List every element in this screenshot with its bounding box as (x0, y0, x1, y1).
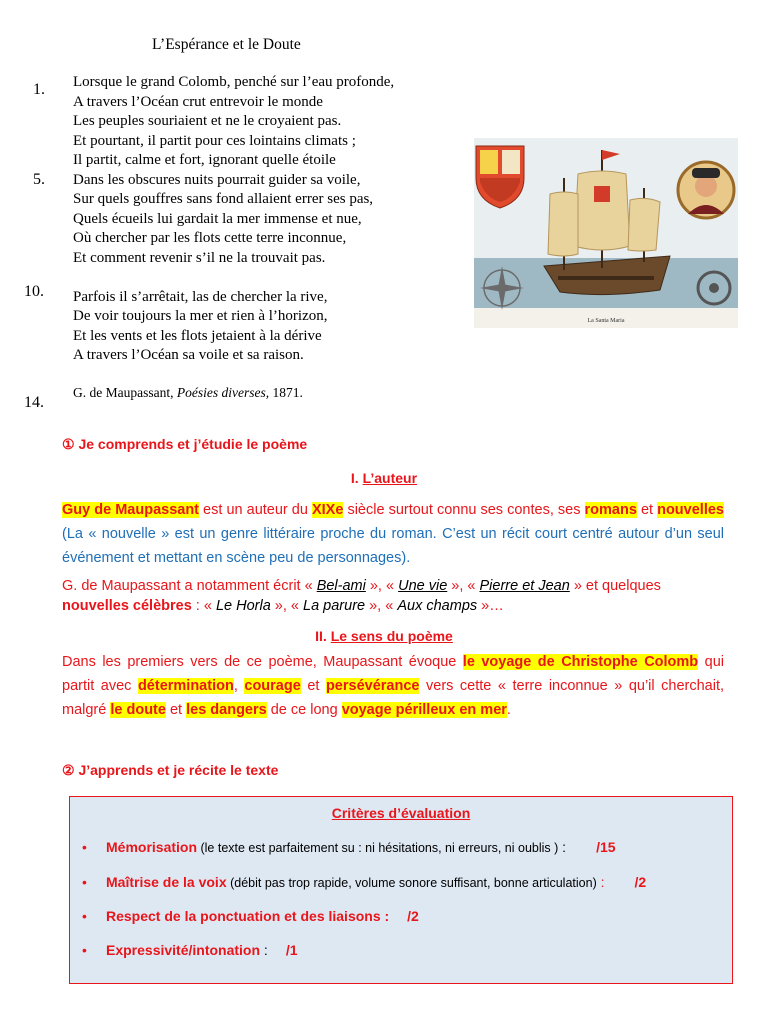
poem-line: Les peuples souriaient et ne le croyaient pas. (73, 113, 342, 129)
poem-line: Sur quels gouffres sans fond allaient errer ses pas, (73, 191, 374, 207)
image-caption: La Santa Maria (587, 318, 625, 324)
poem-line: Où chercher par les flots cette terre inconnue, (73, 230, 347, 246)
line-number-14: 14. (24, 394, 44, 411)
criterion-ponctuation: • Respect de la ponctuation et des liaisons : /2 (82, 908, 419, 924)
works-paragraph: G. de Maupassant a notamment écrit « Bel-ami », « Une vie », « Pierre et Jean » et quelques nouvelles célèbres : « Le Horla », « La parure », « Aux champs »… (62, 578, 661, 614)
criterion-expressivite: • Expressivité/intonation : /1 (82, 942, 298, 958)
poem-line: Lorsque le grand Colomb, penché sur l’eau profonde, (73, 74, 395, 90)
poem-line: Et comment revenir s’il ne la trouvait pas. (73, 250, 326, 266)
author-heading: I. L’auteur (350, 470, 418, 486)
author-paragraph: Guy de Maupassant est un auteur du XIXe siècle surtout connu ses contes, ses romans et nouvelles (La « nouvelle » est un genre littéraire proche du roman. C’est un récit court centré autour d’un seul événement et mettant en scène peu de personnages). (62, 502, 724, 566)
line-number-10: 10. (24, 283, 44, 300)
poem-line: Parfois il s’arrêtait, las de chercher la rive, (73, 289, 328, 305)
poem-line: Il partit, calme et fort, ignorant quelle étoile (73, 152, 336, 168)
sense-heading: II. Le sens du poème (315, 628, 453, 644)
poem-line: Dans les obscures nuits pourrait guider sa voile, (73, 172, 361, 188)
evaluation-criteria-box (69, 796, 733, 984)
poem-title: L’Espérance et le Doute (152, 36, 301, 53)
poem-line: Quels écueils lui gardait la mer immense et nue, (73, 211, 362, 227)
criterion-memorisation: • Mémorisation (le texte est parfaitement su : ni hésitations, ni erreurs, ni oublis ) : /15 (82, 839, 616, 855)
poem-source: G. de Maupassant, Poésies diverses, 1871. (73, 385, 303, 400)
poem-line: A travers l’Océan sa voile et sa raison. (73, 347, 304, 363)
poem-line: A travers l’Océan crut entrevoir le monde (73, 94, 323, 110)
ship-illustration (474, 138, 738, 328)
sense-paragraph: Dans les premiers vers de ce poème, Maupassant évoque le voyage de Christophe Colomb qui partit avec détermination, courage et persévérance vers cette « terre inconnue » qu’il cherchait, malgré le doute et les dangers de ce long voyage périlleux en mer. (62, 654, 725, 718)
section-2-heading: ② J’apprends et je récite le texte (62, 762, 279, 778)
section-1-heading: ① Je comprends et j’étudie le poème (62, 436, 308, 452)
poem-line: Et les vents et les flots jetaient à la dérive (73, 328, 322, 344)
criterion-voix: • Maîtrise de la voix (débit pas trop rapide, volume sonore suffisant, bonne articulation) : /2 (82, 874, 647, 890)
poem-line: Et pourtant, il partit pour ces lointains climats ; (73, 133, 356, 149)
poem-line: De voir toujours la mer et rien à l’horizon, (73, 308, 328, 324)
santa-maria-image (474, 138, 738, 328)
line-number-1: 1. (33, 81, 45, 98)
line-number-5: 5. (33, 171, 45, 188)
criteria-title: Critères d’évaluation (331, 805, 471, 821)
